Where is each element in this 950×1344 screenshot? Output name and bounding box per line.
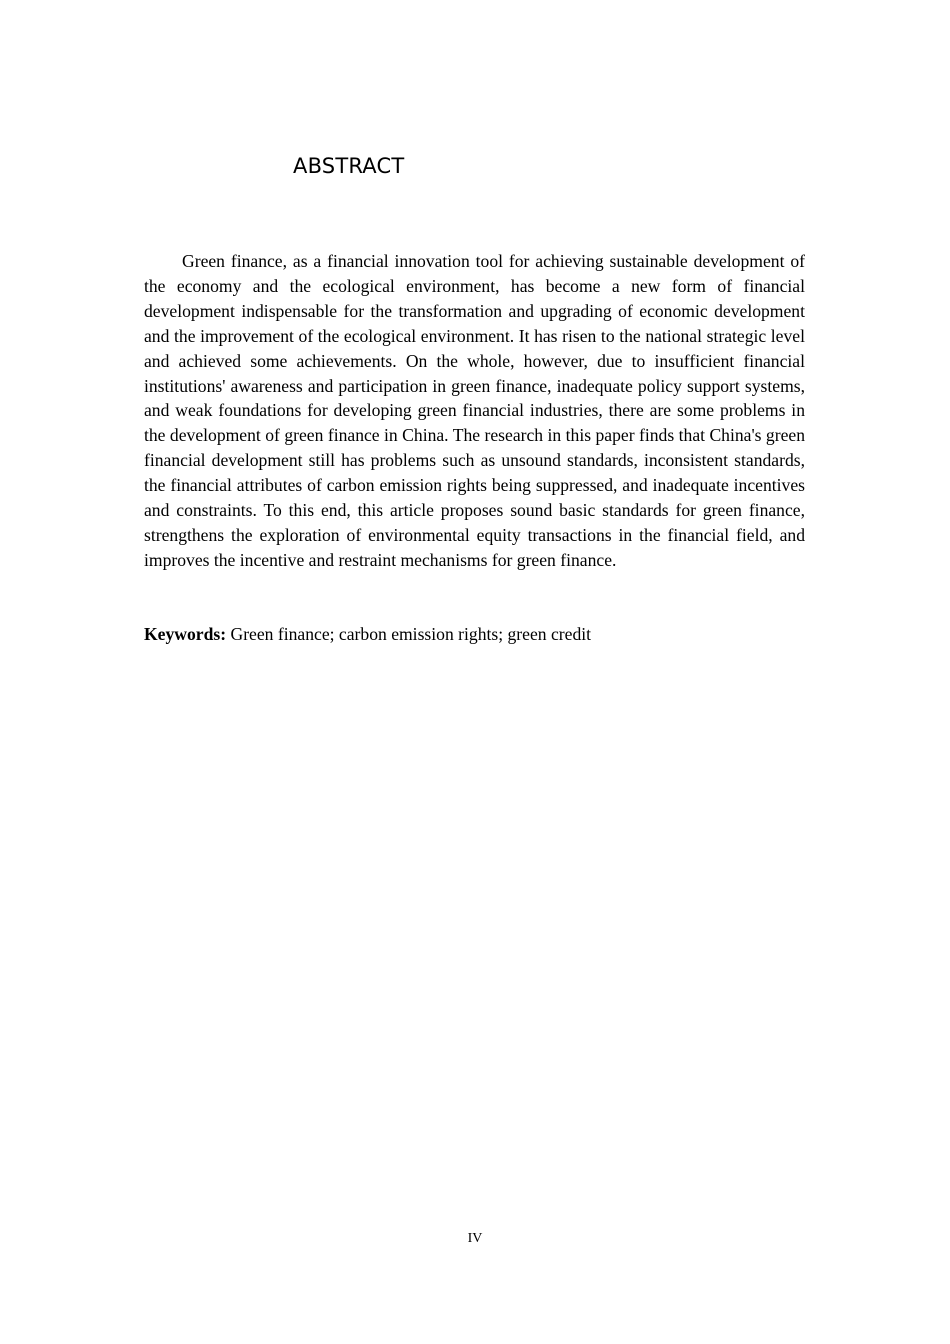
keywords-label: Keywords: [144, 624, 227, 644]
keywords-line [144, 622, 805, 647]
page-number: IV [467, 1231, 483, 1246]
abstract-title: ABSTRACT [293, 154, 405, 178]
keywords-text: Green finance; carbon emission rights; green credit [226, 624, 592, 644]
abstract-paragraph: Green finance, as a financial innovation tool for achieving sustainable development of the economy and the ecological environment, has become a new form of financial development indispensable for the transformation and upgrading of economic development and the improvement of the ecological environment. It has risen to the national strategic level and achieved some achievements. On the whole, however, due to insufficient financial institutions' awareness and participation in green finance, inadequate policy support systems, and weak foundations for developing green financial industries, there are some problems in the development of green finance in China. The research in this paper finds that China's green financial development still has problems such as unsound standards, inconsistent standards, the financial attributes of carbon emission rights being suppressed, and inadequate incentives and constraints. To this end, this article proposes sound basic standards for green finance, strengthens the exploration of environmental equity transactions in the financial field, and improves the incentive and restraint mechanisms for green finance. [144, 251, 805, 570]
